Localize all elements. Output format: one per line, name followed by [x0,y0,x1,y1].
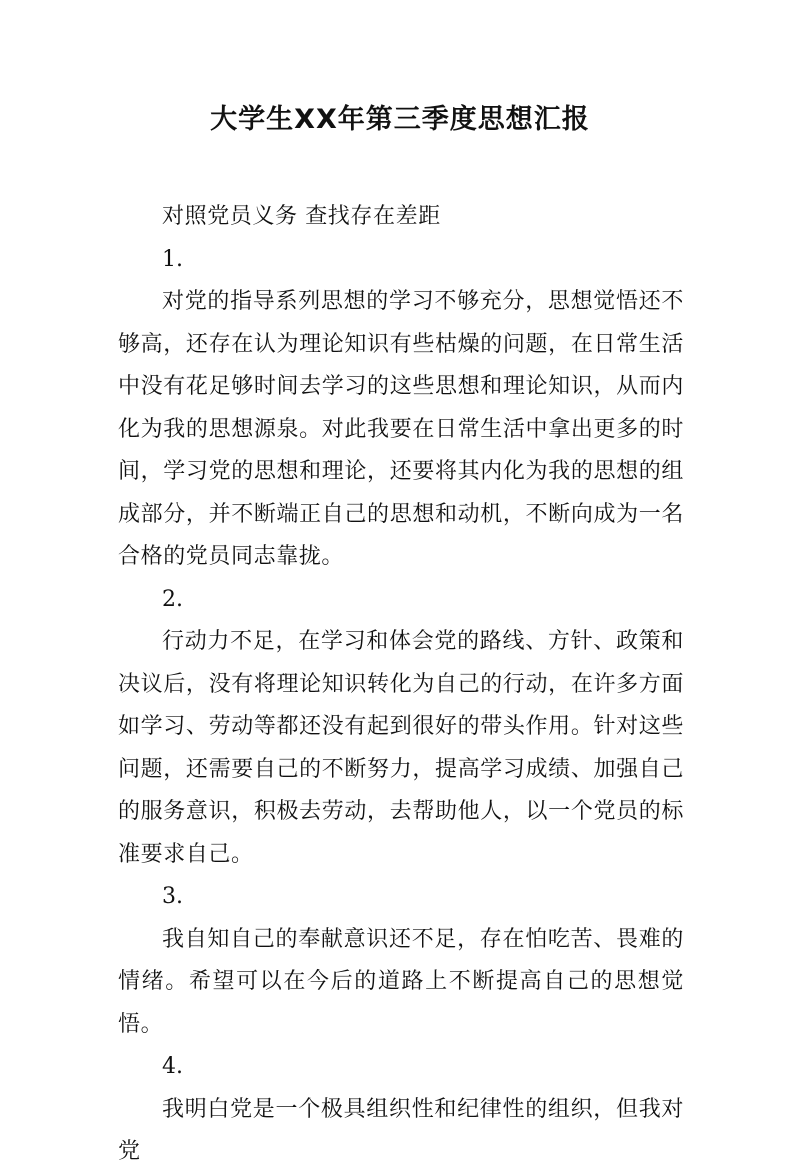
body-paragraph: 行动力不足，在学习和体会党的路线、方针、政策和决议后，没有将理论知识转化为自己的行动，在许多方面如学习、劳动等都还没有起到很好的带头作用。针对这些问题，还需要自己的不断努力，提高学习成绩、加强自己的服务意识，积极去劳动，去帮助他人，以一个党员的标准要求自己。 [118,629,684,867]
section-heading: 对照党员义务 查找存在差距 [162,204,441,229]
body-paragraph: 我明白党是一个极具组织性和纪律性的组织，但我对党 [118,1096,684,1164]
body-paragraph: 我自知自己的奉献意识还不足，存在怕吃苦、畏难的情绪。希望可以在今后的道路上不断提高自己的思想觉悟。 [118,926,684,1037]
item-number: 1. [162,246,183,272]
document-title: 大学生XX年第三季度思想汇报 [210,104,590,135]
document-body [118,196,684,1174]
item-number: 3. [162,884,183,909]
item-number: 2. [162,586,183,612]
body-paragraph: 对党的指导系列思想的学习不够充分，思想觉悟还不够高，还存在认为理论知识有些枯燥的问题，在日常生活中没有花足够时间去学习的这些思想和理论知识，从而内化为我的思想源泉。对此我要在日常生活中拿出更多的时间，学习党的思想和理论，还要将其内化为我的思想的组成部分，并不断端正自己的思想和动机，不断向成为一名合格的党员同志靠拢。 [118,289,684,569]
item-number: 4. [162,1054,183,1079]
